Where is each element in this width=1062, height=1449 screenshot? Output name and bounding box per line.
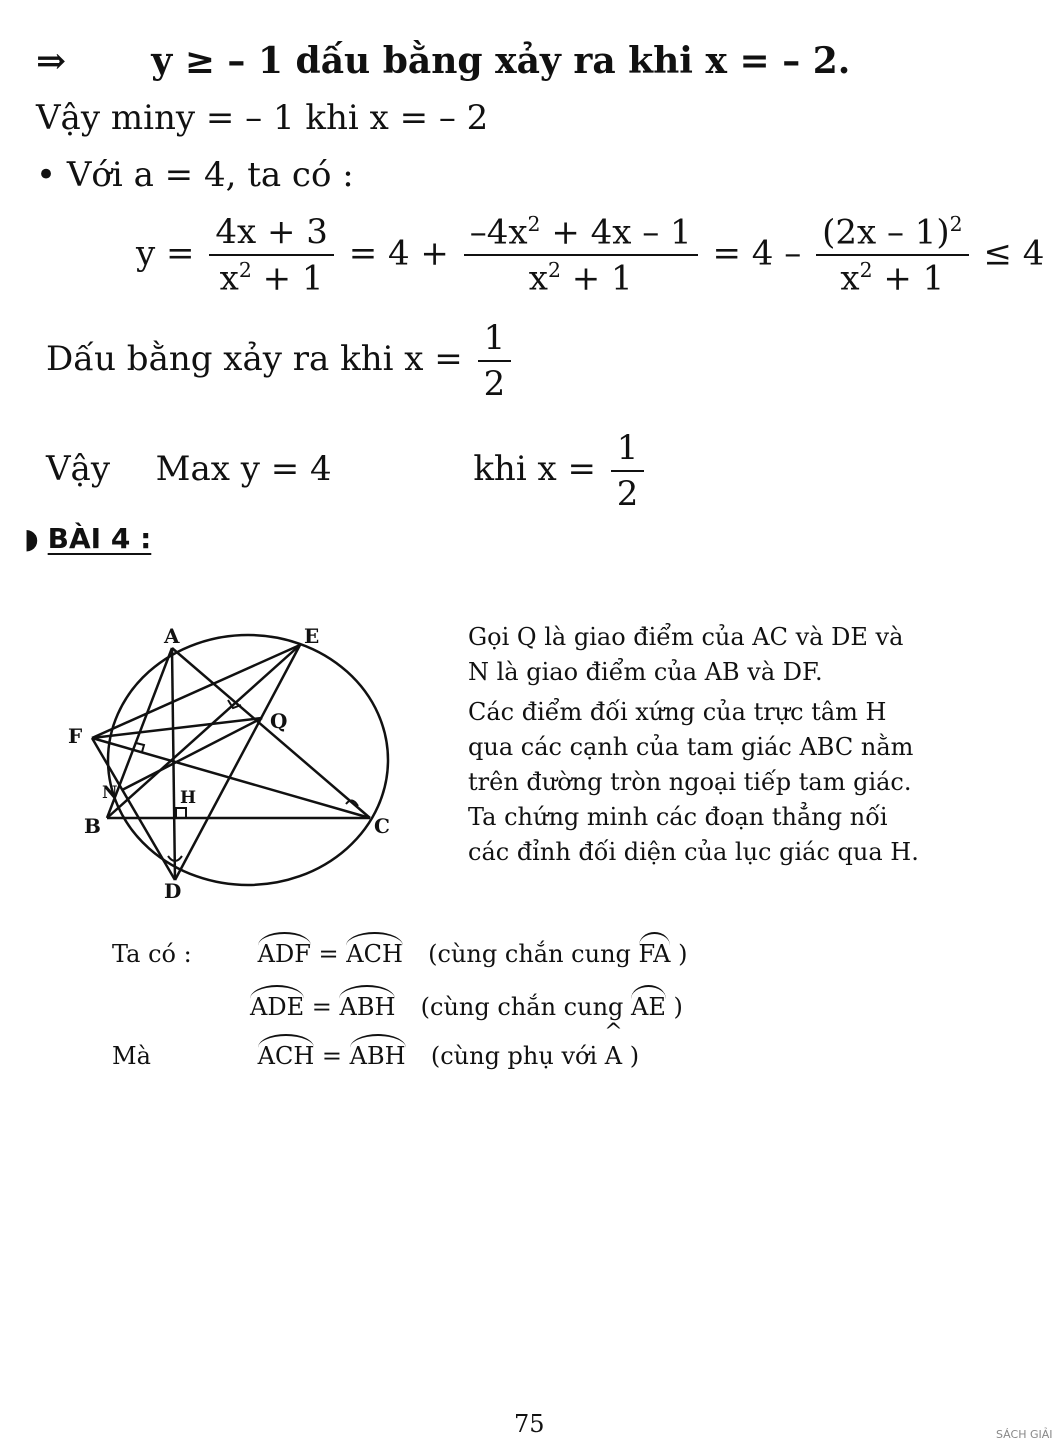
- f3-den-exp: 2: [859, 258, 873, 283]
- fraction-1-numerator: 4x + 3: [209, 212, 334, 256]
- max-conclusion: [46, 428, 648, 514]
- label-E: E: [304, 624, 320, 648]
- label-B: B: [84, 814, 101, 838]
- formula-y: y =: [136, 233, 195, 274]
- para-line-7: các đỉnh đối diện của lục giác qua H.: [468, 838, 919, 866]
- proof-note-3: (cùng phụ với: [430, 1042, 598, 1070]
- proof-row-3: [112, 1034, 639, 1070]
- angle-ABH-1: ABH: [339, 985, 395, 1021]
- proof-close-2: ): [673, 993, 683, 1021]
- max-denominator: 2: [616, 474, 639, 514]
- f3-den-base: x: [840, 258, 860, 299]
- f3-den-rest: + 1: [872, 258, 945, 299]
- label-F: F: [68, 724, 83, 748]
- fraction-3-denominator: [834, 256, 950, 298]
- proof-label-taco: Ta có :: [112, 940, 192, 968]
- fraction-1: [209, 212, 334, 298]
- para-line-1: Gọi Q là giao điểm của AC và DE và: [468, 623, 904, 651]
- proof-eq-2: =: [311, 993, 332, 1021]
- circumcircle: [108, 635, 388, 885]
- f2-num-a: –4x: [469, 212, 528, 253]
- equality-text: Dấu bằng xảy ra khi x =: [46, 339, 463, 379]
- proof-eq-3: =: [321, 1042, 343, 1070]
- main-formula: [136, 212, 1044, 299]
- segment-FC: [92, 738, 370, 818]
- arc-AE: AE: [631, 985, 666, 1021]
- fraction-2-numerator: [464, 212, 698, 256]
- para-line-3: Các điểm đối xứng của trực tâm H: [468, 698, 887, 726]
- heading-bullet-icon: ◗: [24, 522, 39, 555]
- geometry-figure: [60, 610, 420, 910]
- equality-fraction: [478, 318, 512, 404]
- figure-lines: [92, 645, 370, 880]
- exercise-heading: [24, 522, 151, 555]
- angle-ADE: ADE: [250, 985, 304, 1021]
- f3-num-a: (2x – 1): [822, 212, 950, 253]
- watermark-logo: SÁCH GIẢI: [996, 1428, 1053, 1441]
- max-fraction: [611, 428, 645, 514]
- fraction-3: [816, 212, 969, 299]
- para-line-2: N là giao điểm của AB và DF.: [468, 658, 823, 686]
- implies-arrow: ⇒: [36, 40, 67, 82]
- label-Q: Q: [270, 709, 288, 733]
- proof-close-1: ): [678, 940, 688, 968]
- equality-denominator: 2: [483, 364, 506, 404]
- angle-ACH-2: ACH: [258, 1034, 315, 1070]
- formula-eq1: = 4 +: [348, 233, 449, 274]
- label-D: D: [164, 879, 182, 903]
- proof-note-2: (cùng chắn cung: [420, 993, 624, 1021]
- equality-line: [46, 318, 515, 404]
- case-a4-intro: • Với a = 4, ta có :: [36, 155, 354, 195]
- page-number: 75: [514, 1410, 545, 1438]
- proof-row-2: [250, 985, 683, 1021]
- vay-word: Vậy: [46, 449, 111, 489]
- segment-FE: [92, 645, 300, 738]
- f1-den-base: x: [219, 258, 239, 299]
- fraction-1-denominator: [214, 256, 330, 298]
- para-line-4: qua các cạnh của tam giác ABC nằm: [468, 733, 914, 761]
- para-line-5: trên đường tròn ngoại tiếp tam giác.: [468, 768, 912, 796]
- f2-den-rest: + 1: [560, 258, 633, 299]
- implication-line: [36, 40, 850, 82]
- explanation-paragraph: [468, 620, 919, 870]
- f1-den-exp: 2: [238, 258, 252, 283]
- min-conclusion: Vậy miny = – 1 khi x = – 2: [36, 98, 489, 138]
- proof-row-1: [112, 932, 687, 968]
- angle-A-hat: ^ A: [605, 1034, 622, 1070]
- f2-num-exp: 2: [527, 212, 541, 236]
- proof-label-ma: Mà: [112, 1042, 151, 1070]
- label-C: C: [374, 814, 390, 838]
- khi-text: khi x =: [473, 449, 596, 489]
- right-angle-mark-H: [176, 808, 186, 818]
- f3-num-exp: 2: [949, 212, 963, 236]
- fraction-2-denominator: [523, 256, 639, 298]
- f2-den-base: x: [528, 258, 548, 299]
- label-N: N: [102, 783, 118, 803]
- angle-ABH-2: ABH: [350, 1034, 406, 1070]
- f1-den-rest: + 1: [251, 258, 324, 299]
- label-A: A: [164, 624, 180, 648]
- angle-ADF: ADF: [258, 932, 311, 968]
- proof-eq-1: =: [318, 940, 339, 968]
- f2-den-exp: 2: [547, 258, 561, 283]
- equality-numerator: 1: [478, 318, 512, 362]
- max-text: Max y = 4: [155, 449, 332, 489]
- proof-close-3: ): [629, 1042, 640, 1070]
- f2-num-b: + 4x – 1: [540, 212, 692, 253]
- label-H: H: [180, 788, 197, 808]
- formula-eq2: = 4 –: [712, 233, 802, 274]
- fraction-3-numerator: [816, 212, 969, 256]
- arc-FA: FA: [639, 932, 671, 968]
- para-line-6: Ta chứng minh các đoạn thẳng nối: [468, 803, 888, 831]
- heading-title: BÀI 4 :: [47, 522, 152, 555]
- formula-tail: ≤ 4: [983, 233, 1045, 274]
- proof-note-1: (cùng chắn cung: [428, 940, 631, 968]
- segment-FQ: [92, 718, 262, 738]
- implication-text: y ≥ – 1 dấu bằng xảy ra khi x = – 2.: [151, 40, 851, 82]
- fraction-2: [464, 212, 698, 299]
- angle-ACH-1: ACH: [346, 932, 403, 968]
- segment-ED: [175, 645, 300, 880]
- max-numerator: 1: [611, 428, 645, 472]
